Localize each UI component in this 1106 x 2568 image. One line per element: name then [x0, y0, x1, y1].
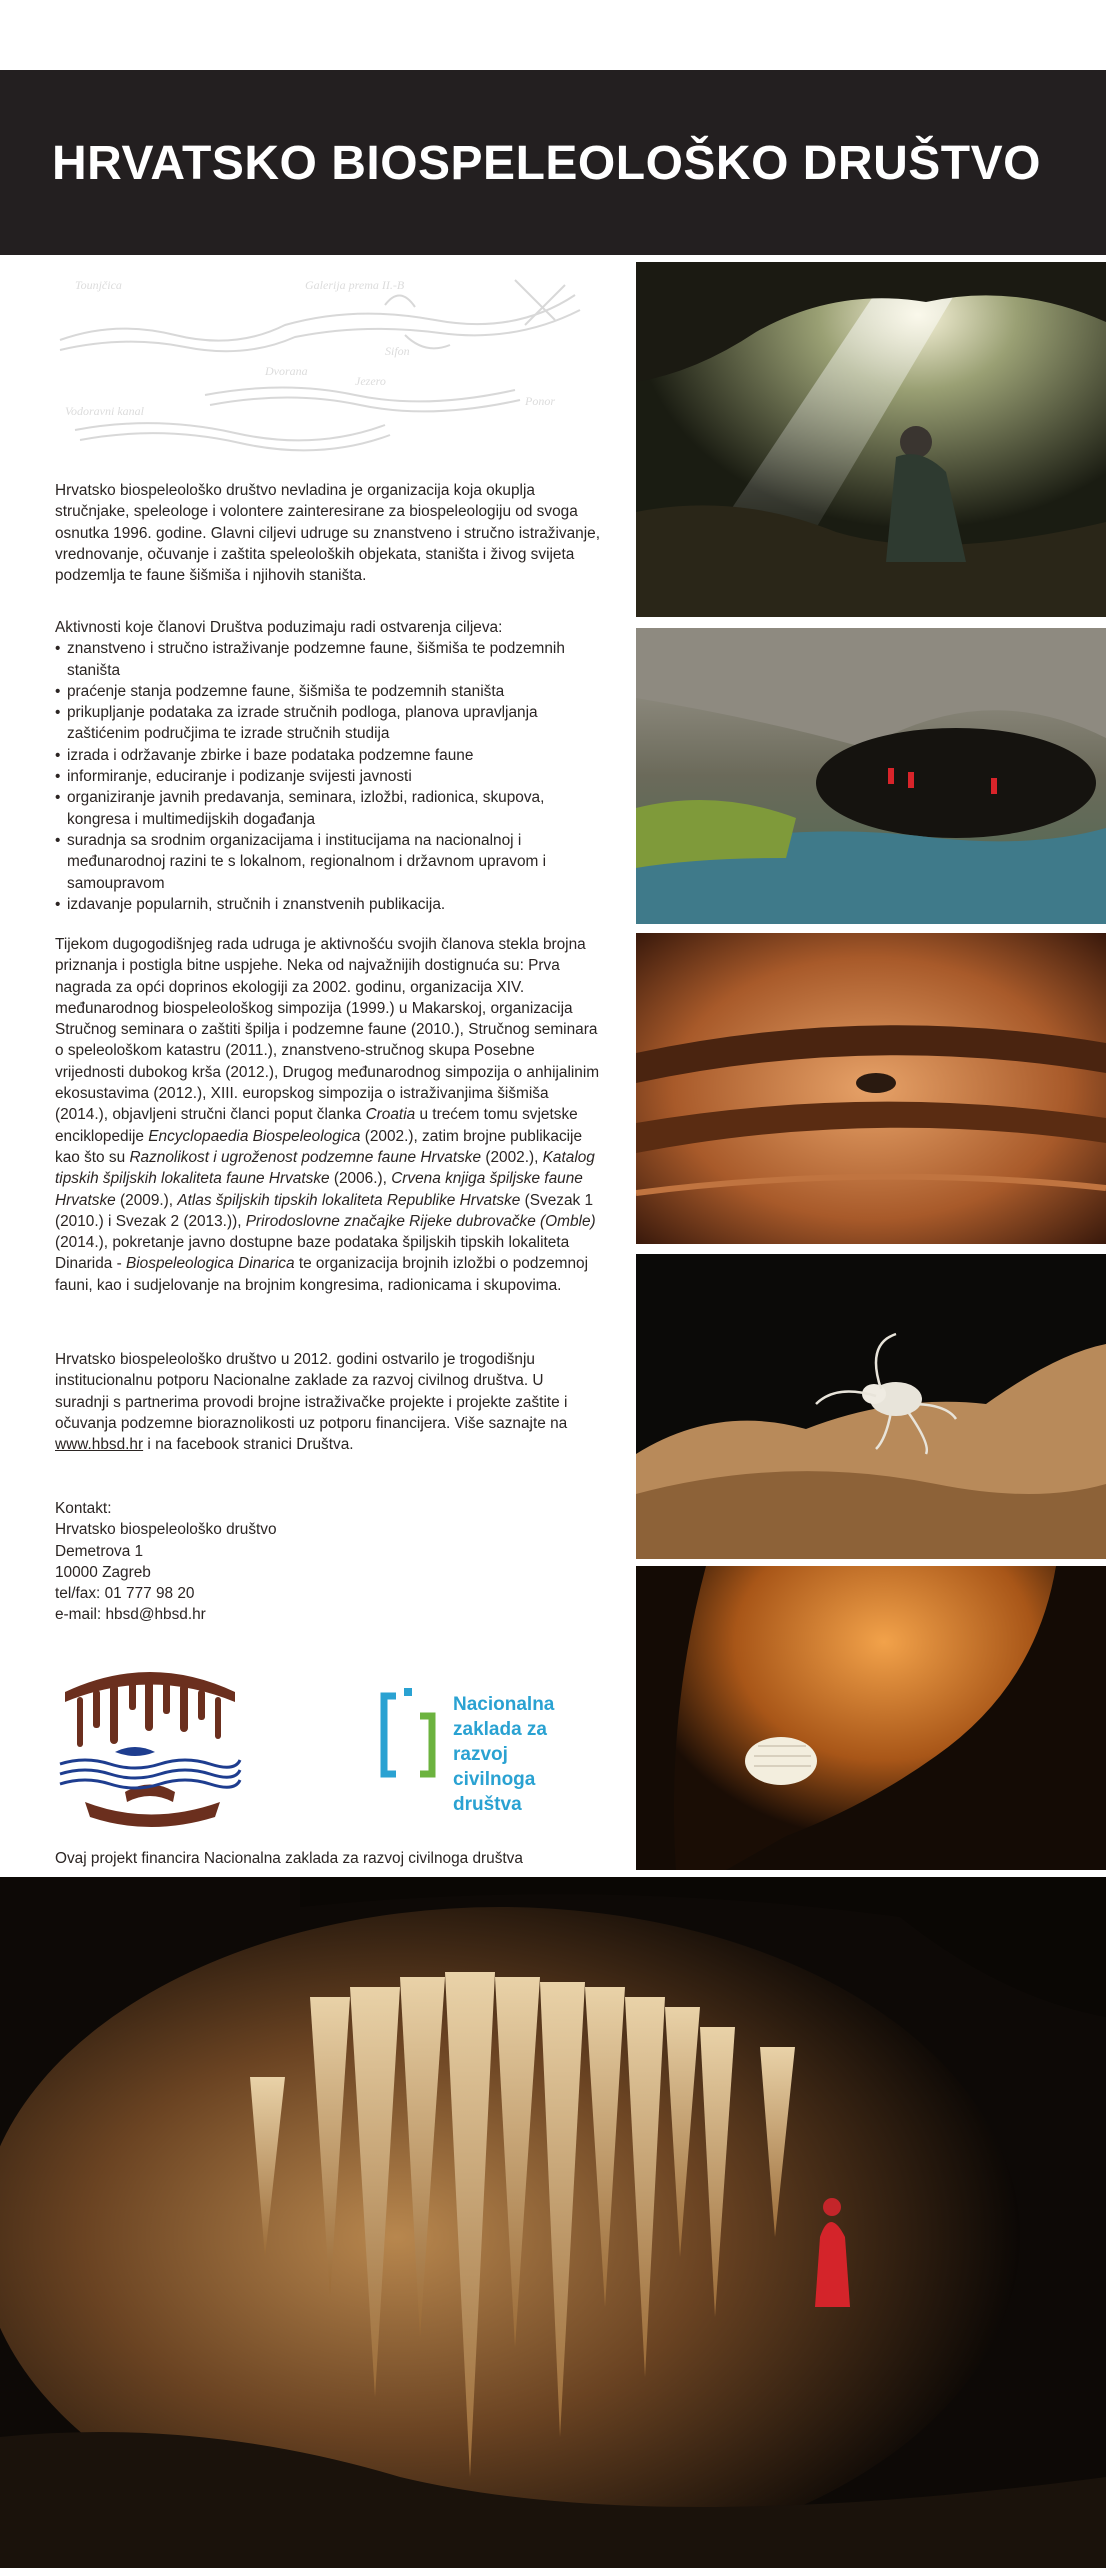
cave-stalactites-photo — [0, 1877, 1106, 2568]
contact-phone: tel/fax: 01 777 98 20 — [55, 1585, 195, 1603]
list-item: • organiziranje javnih predavanja, seminara, izložbi, radionica, skupova, kongresa i multimedijskih događanja — [55, 787, 600, 830]
cave-entrance-photo — [636, 262, 1106, 617]
svg-text:Tounjčica: Tounjčica — [75, 278, 122, 292]
list-item: • suradnja sa srodnim organizacijama i institucijama na nacionalnoj i međunarodnoj razini te s lokalnom, regionalnom i državnom upravom i samoupravom — [55, 830, 600, 894]
list-item: • praćenje stanja podzemne faune, šišmiša te podzemnih staništa — [55, 681, 600, 702]
svg-text:Galerija prema II.-B: Galerija prema II.-B — [305, 278, 405, 292]
list-item: • izrada i održavanje zbirke i baze podataka podzemne faune — [55, 745, 600, 766]
svg-text:Vodoravni kanal: Vodoravni kanal — [65, 404, 144, 418]
cave-passage-photo — [636, 933, 1106, 1244]
svg-text:Dvorana: Dvorana — [265, 364, 308, 378]
cave-river-photo — [636, 628, 1106, 924]
foundation-name-line: razvoj — [453, 1744, 508, 1765]
website-link[interactable]: www.hbsd.hr — [55, 1436, 144, 1454]
activities-heading: Aktivnosti koje članovi Društva poduzimaju radi ostvarenja ciljeva: — [55, 619, 503, 636]
contact-org: Hrvatsko biospeleološko društvo — [55, 1521, 277, 1539]
svg-text:Sifon: Sifon — [385, 344, 410, 358]
svg-text:Jezero: Jezero — [355, 374, 386, 388]
contact-street: Demetrova 1 — [55, 1542, 144, 1560]
foundation-logo — [378, 1680, 598, 1830]
foundation-name-line: Nacionalna — [453, 1694, 555, 1715]
cave-map-sketch — [55, 265, 595, 455]
contact-email: e-mail: hbsd@hbsd.hr — [55, 1606, 206, 1624]
list-item: • znanstveno i stručno istraživanje podzemne faune, šišmiša te podzemnih staništa — [55, 638, 600, 681]
support-paragraph: Hrvatsko biospeleološko društvo u 2012. godini ostvarilo je trogodišnju institucionalnu potporu Nacionalne zaklade za razvoj civilnog društva. U suradnji s partnerima provodi brojne istraživačke projekte i projekte zaštite i očuvanja podzemne bioraznolikosti uz potporu financijera. Više saznajte na www.hbsd.hr i na facebook stranici Društva. — [55, 1351, 568, 1454]
svg-text:Ponor: Ponor — [525, 394, 555, 408]
contact-heading: Kontakt: — [55, 1500, 112, 1517]
page-title: HRVATSKO BIOSPELEOLOŠKO DRUŠTVO — [52, 137, 1041, 190]
header-banner — [0, 70, 1106, 255]
intro-paragraph: Hrvatsko biospeleološko društvo nevladina je organizacija koja okuplja stručnjake, speleologe i volontere zainteresirane za biospeleologiju od svoga osnutka 1996. godine. Glavni ciljevi udruge su znanstveno i stručno istraživanje, vrednovanje, očuvanje i zaštita speleoloških objekata, staništa i živog svijeta podzemlja te faune šišmiša i njihovih staništa. — [55, 482, 600, 585]
list-item: • izdavanje popularnih, stručnih i znanstvenih publikacija. — [55, 894, 600, 915]
cave-spider-photo — [636, 1254, 1106, 1559]
cave-isopod-photo — [636, 1566, 1106, 1870]
foundation-name-line: društva — [453, 1794, 522, 1815]
activities-list — [55, 638, 600, 915]
bracket-icon — [378, 1686, 438, 1786]
contact-city: 10000 Zagreb — [55, 1563, 151, 1581]
foundation-name-line: zaklada za — [453, 1719, 547, 1740]
list-item: • prikupljanje podataka za izrade stručnih podloga, planova upravljanja zaštićenim područjima te izrade stručnih studija — [55, 702, 600, 745]
contact-block — [55, 1498, 600, 1626]
hbsd-logo — [55, 1652, 245, 1832]
foundation-name-line: civilnoga — [453, 1769, 536, 1790]
funding-note: Ovaj projekt financira Nacionalna zaklada za razvoj civilnoga društva — [55, 1850, 523, 1867]
list-item: • informiranje, educiranje i podizanje svijesti javnosti — [55, 766, 600, 787]
activities-section — [55, 617, 600, 915]
achievements-paragraph: Tijekom dugogodišnjeg rada udruga je aktivnošću svojih članova stekla brojna priznanja i postigla bitne uspjehe. Neka od najvažnijih dostignuća su: Prva nagrada za opći doprinos ekologiji za 2002. godinu, organizacija XIV. međunarodnog biospeleološkog simpozija (1999.) u Makarskoj, organizacija Stručnog seminara o zaštiti špilja i podzemne faune (2010.), Stručnog seminara o speleološkom katastru (2011.), znanstveno-stručnog skupa Posebne vrijednosti dubokog krša (2012.), Drugog međunarodnog simpozija o anhijalinim ekosustavima (2012.), XIII. europskog simpozija o istraživanjima šišmiša (2014.), objavljeni stručni članci poput članka Croatia u trećem tomu svjetske enciklopedije Encyclopaedia Biospeleologica (2002.), zatim brojne publikacije kao što su Raznolikost i ugroženost podzemne faune Hrvatske (2002.), Katalog tipskih špiljskih lokaliteta faune Hrvatske (2006.), Crvena knjiga špiljske faune Hrvatske (2009.), Atlas špiljskih tipskih lokaliteta Republike Hrvatske (Svezak 1 (2010.) i Svezak 2 (2013.)), Prirodoslovne značajke Rijeke dubrovačke (Omble) (2014.), pokretanje javno dostupne baze podataka špiljskih tipskih lokaliteta Dinarida - Biospeleologica Dinarica te organizacija brojnih izložbi o podzemnoj fauni, kao i sudjelovanje na brojnim kongresima, radionicama i skupovima. — [55, 936, 600, 1294]
